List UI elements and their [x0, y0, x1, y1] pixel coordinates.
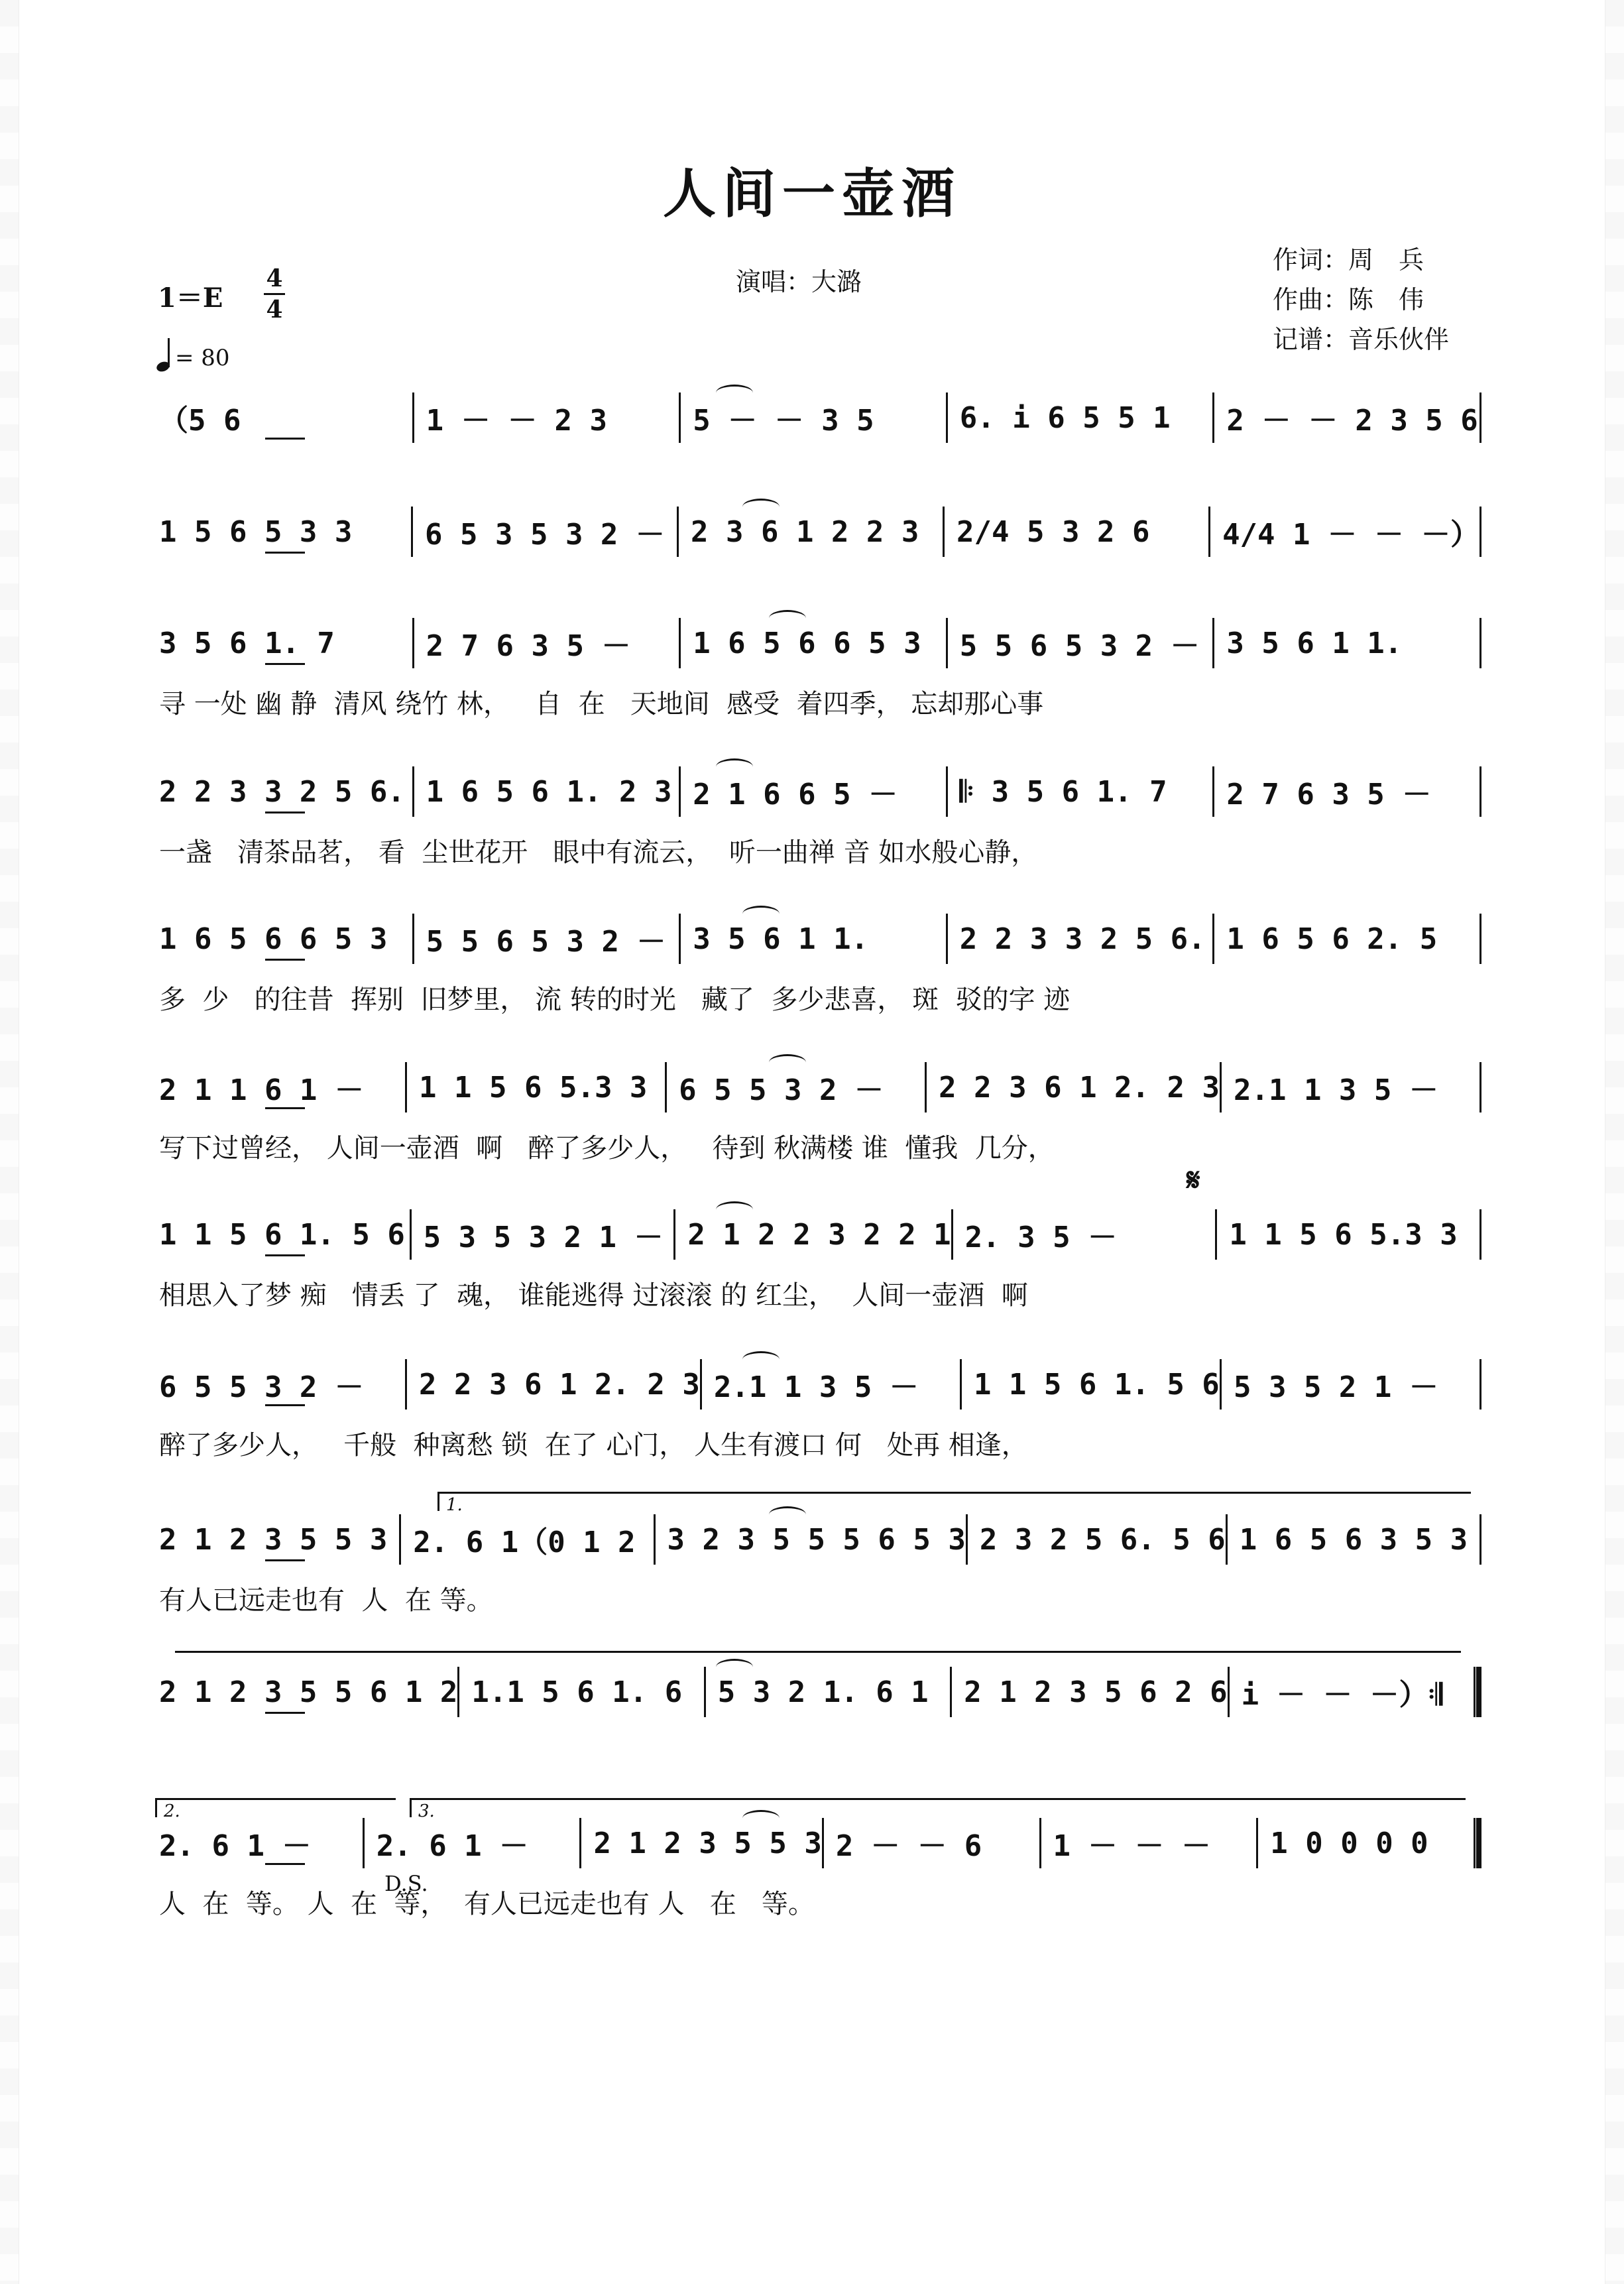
notation-line — [159, 765, 1481, 818]
notation-line — [159, 912, 1481, 965]
measure: 2 － － 2 3 5 6 — [1226, 404, 1478, 438]
notation-line — [159, 1061, 1481, 1114]
measure: 1 6 5 6 2. 5 — [1226, 922, 1438, 956]
lyric-line: 相思入了梦 痴 情丢 了 魂， 谁能逃得 过滚滚 的 红尘， 人间一壶酒 啊 — [159, 1280, 1028, 1311]
notation-line — [159, 1208, 1481, 1261]
beam-underline — [265, 663, 305, 665]
slur-mark — [716, 1201, 753, 1218]
measure: 1.1 5 6 1. 6 — [471, 1675, 683, 1709]
bar-line — [1479, 1209, 1481, 1260]
volta-bracket-2: 2. — [155, 1798, 396, 1817]
measure: 2 2 3 3 2 5 6. — [159, 774, 405, 809]
lyric-line: 人 在 等。 人 在 等， 有人已远走也有 人 在 等。 — [159, 1889, 815, 1919]
composer-credit: 作曲：陈 伟 — [1273, 285, 1424, 314]
measure: 2 3 6 1 2 2 3 — [691, 514, 919, 549]
notation-line — [159, 1817, 1481, 1870]
volta-bracket-1: 1. — [437, 1492, 1471, 1511]
measure: i － － －）𝄇 — [1241, 1678, 1442, 1712]
time-signature — [262, 264, 286, 324]
measure: 1 5 6 5 3 3 — [159, 514, 353, 549]
measure: 2. 3 5 － — [964, 1221, 1118, 1254]
measure: 2. 6 1（0 1 2 — [413, 1526, 636, 1559]
right-edge-strip — [1605, 0, 1624, 2284]
beam-underline — [265, 1863, 305, 1865]
slur-mark — [769, 1054, 806, 1071]
measure: 2 － － 6 — [835, 1829, 982, 1863]
measure: 3 5 6 1. 7 — [159, 626, 335, 660]
measure: 2. 6 1 － — [159, 1829, 312, 1863]
measure: 5 3 5 2 1 － — [1233, 1370, 1438, 1404]
bar-line — [1474, 1667, 1481, 1717]
measure: （5 6 — [159, 404, 241, 438]
measure: 5 5 6 5 3 2 － — [426, 925, 666, 959]
beam-underline — [265, 1404, 305, 1406]
measure: 5 － － 3 5 — [693, 404, 874, 438]
lyric-line: 有人已远走也有 人 在 等。 — [159, 1585, 493, 1616]
bar-line — [1479, 392, 1481, 443]
ds-marking: D.S. — [384, 1871, 428, 1896]
measure: 1 6 5 6 3 5 3 — [1239, 1522, 1468, 1557]
bar-line — [1479, 618, 1481, 668]
key-signature: 1＝E — [158, 282, 223, 314]
slur-mark — [769, 610, 806, 627]
bar-line — [1479, 507, 1481, 557]
bar-line — [1479, 914, 1481, 964]
notation-line — [159, 505, 1481, 558]
tempo-value: = 80 — [175, 345, 230, 371]
measure: 2 3 2 5 6. 5 6 — [979, 1522, 1226, 1557]
tempo-marking — [156, 337, 230, 371]
measure: 2 2 3 6 1 2. 2 3 — [419, 1367, 700, 1402]
beam-underline — [265, 1712, 305, 1714]
measure: 4/4 1 － － －） — [1222, 518, 1479, 552]
lyric-line: 写下过曾经， 人间一壶酒 啊 醉了多少人， 待到 秋满楼 谁 懂我 几分， — [159, 1133, 1055, 1164]
volta-extension-line — [175, 1651, 1461, 1653]
measure: 1 － － － — [1053, 1829, 1211, 1863]
measure: 1 6 5 6 1. 2 3 — [426, 774, 672, 809]
slur-mark — [742, 499, 780, 515]
notation-line — [159, 1665, 1481, 1718]
measure: 6 5 3 5 3 2 － — [425, 518, 665, 552]
measure: 2 1 6 6 5 － — [693, 778, 898, 811]
measure: 2 2 3 6 1 2. 2 3 — [939, 1070, 1220, 1105]
time-signature-bottom: 4 — [266, 296, 283, 324]
measure: 5 5 6 5 3 2 － — [959, 629, 1200, 663]
measure: 2.1 1 3 5 － — [713, 1370, 919, 1404]
slur-mark — [716, 385, 753, 401]
singer-credit: 演唱：大潞 — [736, 267, 862, 296]
measure: 2 7 6 3 5 － — [426, 629, 631, 663]
notation-line — [159, 617, 1481, 670]
measure: 2.1 1 3 5 － — [1233, 1073, 1438, 1107]
slur-mark — [716, 758, 753, 775]
time-signature-top: 4 — [266, 265, 283, 292]
notation-line — [159, 1358, 1481, 1411]
slur-mark — [742, 906, 780, 922]
measure: 1 1 5 6 1. 5 6 — [973, 1367, 1220, 1402]
measure: 1 1 5 6 5.3 3 — [1229, 1217, 1458, 1252]
measure: 2 1 1 6 1 － — [159, 1073, 364, 1107]
volta-bracket-3: 3. — [410, 1798, 1466, 1817]
measure: 5 3 5 3 2 1 － — [423, 1221, 664, 1254]
notation-line — [159, 1513, 1481, 1566]
measure: 3 5 6 1 1. — [1226, 626, 1403, 660]
measure: 5 3 2 1. 6 1 — [717, 1675, 929, 1709]
lyric-line: 醉了多少人， 千般 种离愁 锁 在了 心门， 人生有渡口 何 处再 相逢， — [159, 1430, 1028, 1461]
beam-underline — [265, 438, 305, 440]
measure: 1 － － 2 3 — [426, 404, 608, 438]
credits-block — [1273, 240, 1449, 359]
bar-line — [1479, 1514, 1481, 1565]
measure: 1 6 5 6 6 5 3 — [159, 922, 388, 956]
notation-line — [159, 391, 1481, 444]
bar-line — [1479, 1062, 1481, 1112]
bar-line — [1474, 1818, 1481, 1868]
measure: 2 2 3 3 2 5 6. — [959, 922, 1206, 956]
song-title: 人间一壶酒 — [663, 162, 961, 225]
left-edge-strip — [0, 0, 19, 2284]
lyric-line: 一盏 清茶品茗， 看 尘世花开 眼中有流云， 听一曲禅 音 如水般心静， — [159, 837, 1038, 868]
measure: 2/4 5 3 2 6 — [957, 514, 1150, 549]
measure: 2 1 2 3 5 5 3 — [593, 1826, 822, 1860]
transcriber-credit: 记谱：音乐伙伴 — [1273, 325, 1450, 354]
measure: 𝄆 3 5 6 1. 7 — [959, 774, 1167, 809]
lyricist-credit: 作词：周 兵 — [1273, 245, 1424, 274]
measure: 2 1 2 3 5 6 2 6 — [964, 1675, 1228, 1709]
bar-line — [1479, 1359, 1481, 1410]
lyric-line: 多 少 的往昔 挥别 旧梦里， 流 转的时光 藏了 多少悲喜， 斑 驳的字 迹 — [159, 985, 1071, 1015]
slur-mark — [716, 1659, 753, 1675]
segno-icon: 𝄋 — [1187, 1162, 1200, 1199]
measure: 1 1 5 6 1. 5 6 — [159, 1217, 405, 1252]
slur-mark — [742, 1351, 780, 1368]
beam-underline — [265, 1254, 305, 1256]
beam-underline — [265, 959, 305, 961]
measure: 2 1 2 3 5 5 3 — [159, 1522, 388, 1557]
measure: 1 1 5 6 5.3 3 — [419, 1070, 648, 1105]
measure: 6 5 5 3 2 － — [159, 1370, 364, 1404]
measure: 2 7 6 3 5 － — [1226, 778, 1432, 811]
measure: 1 0 0 0 0 — [1270, 1826, 1428, 1860]
lyric-line: 寻 一处 幽 静 清风 绕竹 林， 自 在 天地间 感受 着四季， 忘却那心事 — [159, 689, 1044, 719]
measure: 3 2 3 5 5 5 6 5 3 — [667, 1522, 966, 1557]
measure: 3 5 6 1 1. — [693, 922, 869, 956]
measure: 1 6 5 6 6 5 3 — [693, 626, 921, 660]
measure: 2 1 2 2 3 2 2 1 — [687, 1217, 951, 1252]
quarter-note-icon — [156, 337, 170, 371]
bar-line — [1479, 766, 1481, 817]
measure: 2. 6 1 － — [376, 1829, 529, 1863]
beam-underline — [265, 1107, 305, 1109]
beam-underline — [265, 811, 305, 813]
measure: 6. i 6 5 5 1 — [959, 400, 1171, 435]
measure: 2 1 2 3 5 5 6 1 2 — [159, 1675, 458, 1709]
beam-underline — [265, 1559, 305, 1561]
beam-underline — [265, 552, 305, 554]
measure: 6 5 5 3 2 － — [679, 1073, 884, 1107]
